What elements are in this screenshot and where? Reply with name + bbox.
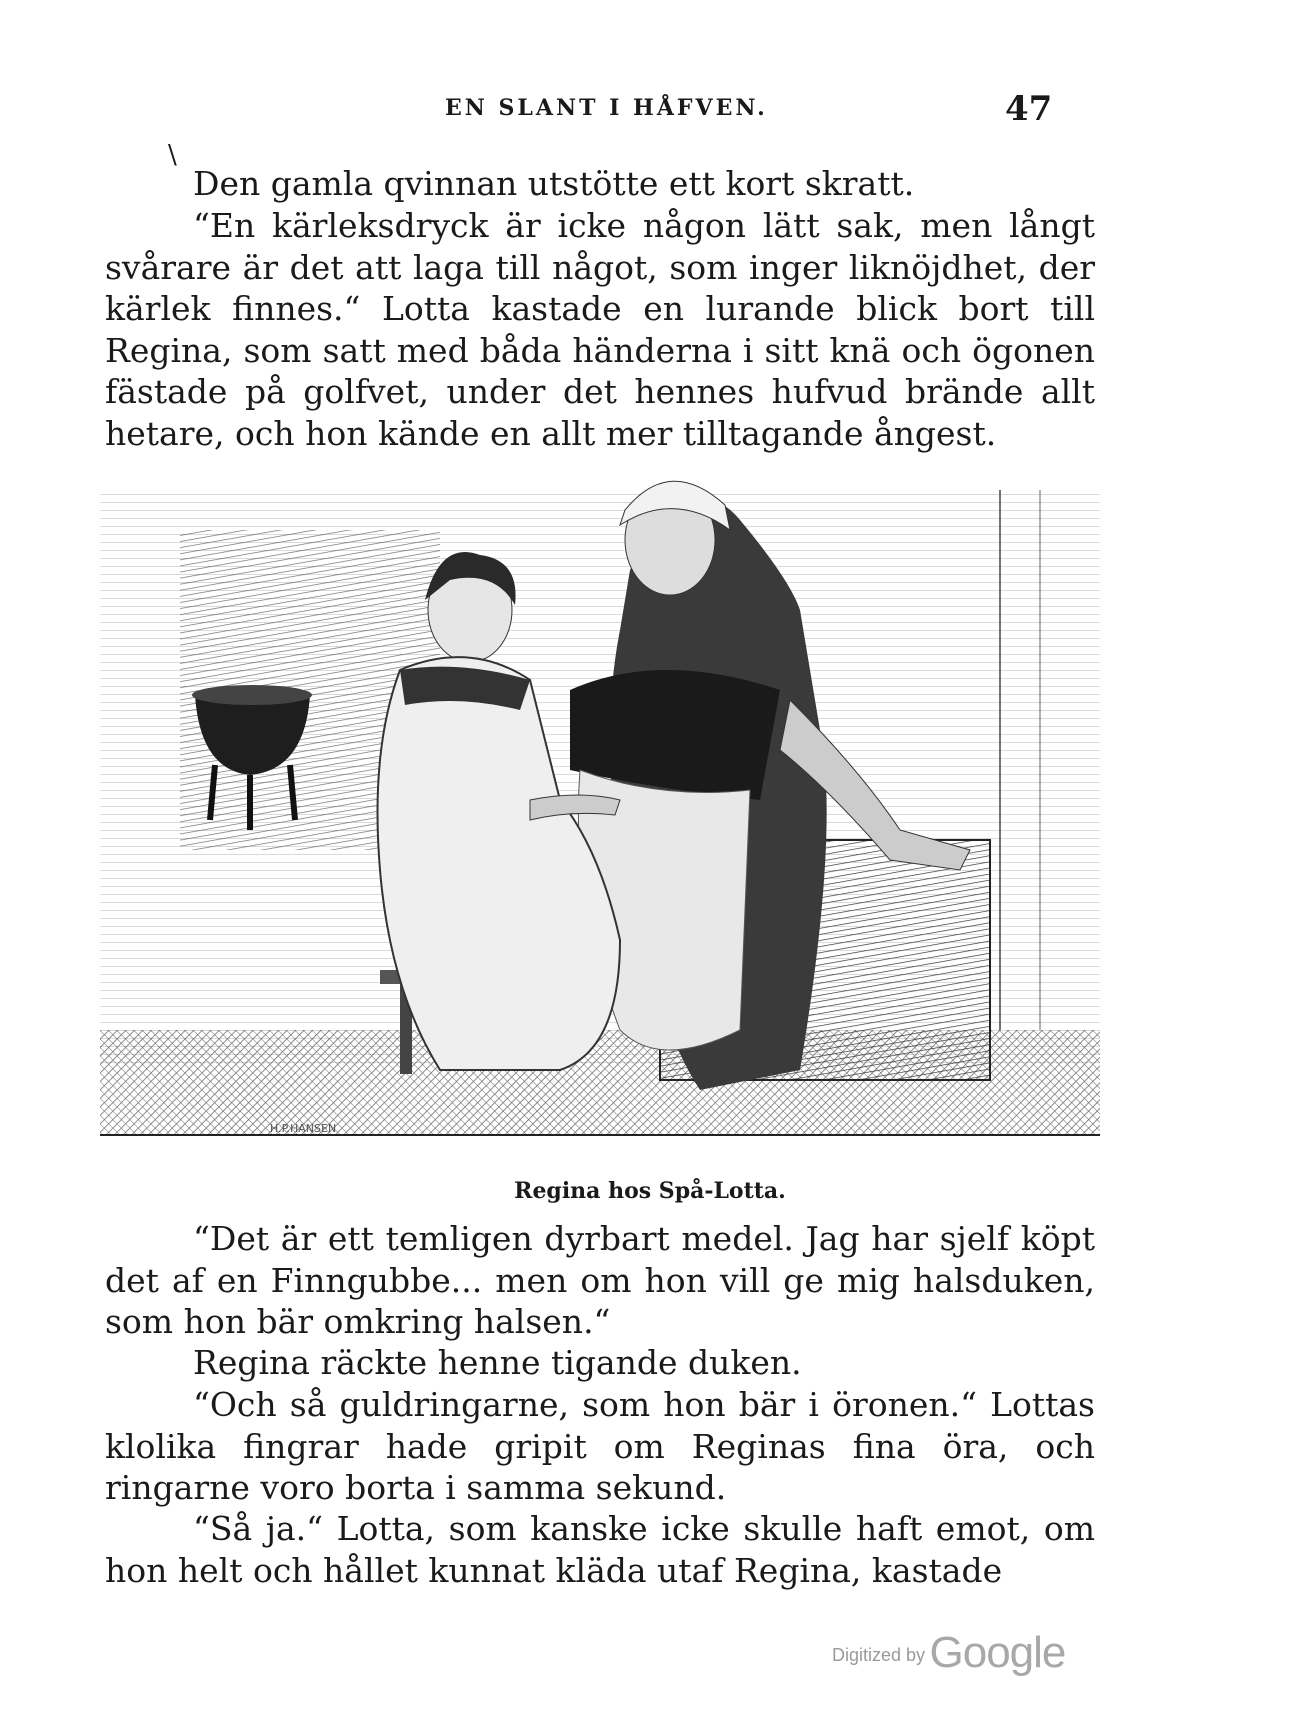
paragraph-4: Regina räckte henne tigande duken. [193,1343,802,1382]
figure-caption: Regina hos Spå-Lotta. [514,1178,786,1204]
stray-mark: \ [168,140,177,170]
paragraph-6: “Så ja.“ Lotta, som kanske icke skulle haft emot, om hon helt och hållet kunnat kläda utaf Regina, kastade [105,1509,1095,1590]
page-number: 47 [1005,89,1053,129]
engraving-illustration [100,470,1100,1170]
paragraph-5: “Och så guldringarne, som hon bär i öronen.“ Lottas klolika fingrar hade gripit om Reginas fina öra, och ringarne voro borta i samma sekund. [105,1385,1095,1507]
page-header [0,89,1300,135]
google-logo: Google [929,1628,1066,1677]
paragraph-2: “En kärleksdryck är icke någon lätt sak, men långt svårare är det att laga till något, som inger liknöjdhet, der kärlek finnes.“ Lotta kastade en lurande blick bort till Regina, som satt med båda händerna i sitt knä och ögonen fästade på golfvet, under det hennes hufvud brände allt hetare, och hon kände en allt mer tilltagande ångest. [105,206,1095,453]
digitized-by-label: Digitized by [832,1645,926,1665]
paragraph-3: “Det är ett temligen dyrbart medel. Jag har sjelf köpt det af en Finngubbe... men om hon vill ge mig halsduken, som hon bär omkring halsen.“ [105,1219,1095,1341]
paragraph-1: Den gamla qvinnan utstötte ett kort skratt. [193,164,915,203]
running-title: EN SLANT I HÅFVEN. [445,95,768,121]
engraver-signature: H.P.HANSEN [270,1122,337,1135]
digitized-by-watermark [832,1628,1065,1678]
